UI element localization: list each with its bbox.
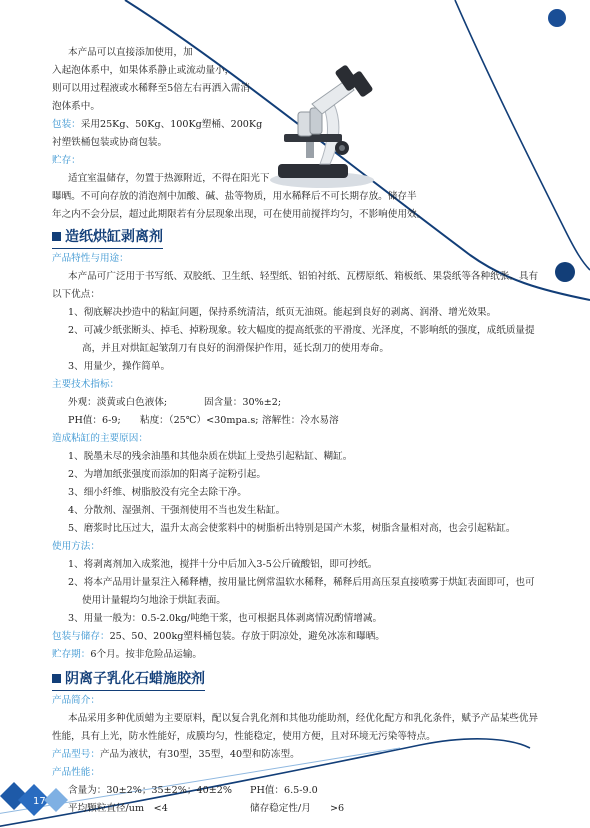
cause-5: 5、磨浆时比压过大，温升太高会使浆料中的树脂析出特别是国产木浆，树脂含量相对高，也会引起粘缸。 bbox=[68, 523, 516, 534]
model-text: 产品为液状，有30型，35型，40型和防冻型。 bbox=[99, 749, 300, 760]
features-intro-2: 以下优点： bbox=[52, 289, 100, 300]
tech-solids: 固含量：30%±2; bbox=[204, 397, 282, 408]
intro-label: 产品简介： bbox=[52, 695, 100, 706]
perf-content: 含量为：30±2%；35±2%；40±2% bbox=[68, 785, 232, 796]
perf-particle: 平均颗粒直径/um <4 bbox=[68, 803, 168, 814]
tech-viscosity: 粘度：（25℃）<30mpa.s; bbox=[140, 415, 259, 426]
tech-solubility: 溶解性：冷水易溶 bbox=[262, 415, 339, 426]
intro-line-1: 本产品可以直接添加使用，加 bbox=[68, 47, 193, 58]
intro-line-4: 泡体系中。 bbox=[52, 101, 100, 112]
section-title-sizing-agent: 阴离子乳化石蜡施胶剂 bbox=[52, 668, 205, 691]
microscope-image bbox=[262, 52, 382, 192]
model-line bbox=[52, 748, 300, 762]
usage-2: 2、将本产品用计量泵注入稀释槽，按用量比例常温软水稀释，稀释后用高压泵直接喷雾于烘缸表面即可，也可 bbox=[68, 577, 535, 588]
tech-ph: PH值：6-9; bbox=[68, 415, 121, 426]
shelf-life-line bbox=[52, 648, 202, 662]
storage-label: 贮存： bbox=[52, 155, 81, 166]
advantage-3: 3、用量少，操作简单。 bbox=[68, 361, 171, 372]
shelf-life-text: 6个月。按非危险品运输。 bbox=[90, 649, 203, 660]
storage-line-1: 适宜室温储存，勿置于热源附近，不得在阳光下 bbox=[68, 173, 270, 184]
deco-dot-right bbox=[555, 262, 575, 282]
deco-dot-top bbox=[548, 9, 566, 27]
cause-2: 2、为增加纸张强度而添加的阳离子淀粉引起。 bbox=[68, 469, 266, 480]
pack-storage-label: 包装与储存： bbox=[52, 631, 110, 642]
tech-label: 主要技术指标： bbox=[52, 379, 120, 390]
features-label: 产品特性与用途： bbox=[52, 253, 129, 264]
section-square-icon bbox=[52, 232, 61, 241]
packaging-label: 包装： bbox=[52, 119, 81, 130]
intro-line-3: 则可以用过程液或水稀释至5倍左右再洒入需消 bbox=[52, 83, 250, 94]
storage-line-3: 年之内不会分层，超过此期限若有分层现象出现，可在使用前搅拌均匀，不影响使用效。 bbox=[52, 209, 427, 220]
features-intro-1: 本产品可广泛用于书写纸、双胶纸、卫生纸、轻型纸、铝铂衬纸、瓦楞原纸、箱板纸、果袋纸等各种纸张。具有 bbox=[68, 271, 539, 282]
usage-label: 使用方法： bbox=[52, 541, 100, 552]
perf-ph: PH值：6.5-9.0 bbox=[250, 785, 318, 796]
packaging-text: 采用25Kg、50Kg、100Kg塑桶、200Kg bbox=[80, 119, 263, 130]
performance-label: 产品性能： bbox=[52, 767, 100, 778]
tech-appearance: 外观：淡黄或白色液体; bbox=[68, 397, 168, 408]
packaging-line bbox=[52, 118, 262, 132]
model-label: 产品型号： bbox=[52, 749, 100, 760]
perf-stability: 储存稳定性/月 >6 bbox=[250, 803, 345, 814]
shelf-life-label: 贮存期： bbox=[52, 649, 91, 660]
advantage-1: 1、彻底解决抄造中的粘缸问题，保持系统清洁，纸页无油斑。能起到良好的剥离、润滑、增光效果。 bbox=[68, 307, 497, 318]
packaging-line-2: 衬塑铁桶包装或协商包装。 bbox=[52, 137, 168, 148]
usage-3: 3、用量一般为：0.5-2.0kg/吨绝干浆，也可根据具体剥离情况酌情增减。 bbox=[68, 613, 383, 624]
s2-intro-1: 本品采用多种优质蜡为主要原料，配以复合乳化剂和其他功能助剂，经优化配方和乳化条件，赋予产品某些优异 bbox=[68, 713, 539, 724]
cause-1: 1、脱墨未尽的残余油墨和其他杂质在烘缸上受热引起粘缸、糊缸。 bbox=[68, 451, 353, 462]
usage-1: 1、将剥离剂加入成浆池，搅拌十分中后加入3-5公斤硫酸铝，即可抄纸。 bbox=[68, 559, 378, 570]
usage-2-cont: 使用计量辊均匀地涂于烘缸表面。 bbox=[82, 595, 226, 606]
causes-label: 造成粘缸的主要原因： bbox=[52, 433, 148, 444]
advantage-2: 2、可减少纸张断头、掉毛、掉粉现象。较大幅度的提高纸张的平滑度、光泽度，不影响纸的强度，成纸质量提 bbox=[68, 325, 535, 336]
cause-4: 4、分散剂、湿强剂、干强剂使用不当也发生粘缸。 bbox=[68, 505, 286, 516]
cause-3: 3、细小纤维、树脂胶没有完全去除干净。 bbox=[68, 487, 247, 498]
section-square-icon bbox=[52, 674, 61, 683]
advantage-2-cont: 高，并且对烘缸起皱刮刀有良好的润滑保护作用，延长刮刀的使用寿命。 bbox=[82, 343, 389, 354]
intro-line-2: 入起泡体系中，如果体系静止或流动量小， bbox=[52, 65, 235, 76]
s2-intro-2: 性能，具有上光，防水性能好，成膜均匀，性能稳定，使用方便，且对环境无污染等特点。 bbox=[52, 731, 436, 742]
storage-line-2: 曝晒。不可向存放的消泡剂中加酸、碱、盐等物质，用水稀释后不可长期存放。储存半 bbox=[52, 191, 417, 202]
page-number: 17 bbox=[33, 796, 46, 807]
section-title-release-agent: 造纸烘缸剥离剂 bbox=[52, 226, 163, 249]
pack-storage-text: 25、50、200kg塑料桶包装。存放于阴凉处，避免冰冻和曝晒。 bbox=[109, 631, 385, 642]
pack-storage-line bbox=[52, 630, 385, 644]
